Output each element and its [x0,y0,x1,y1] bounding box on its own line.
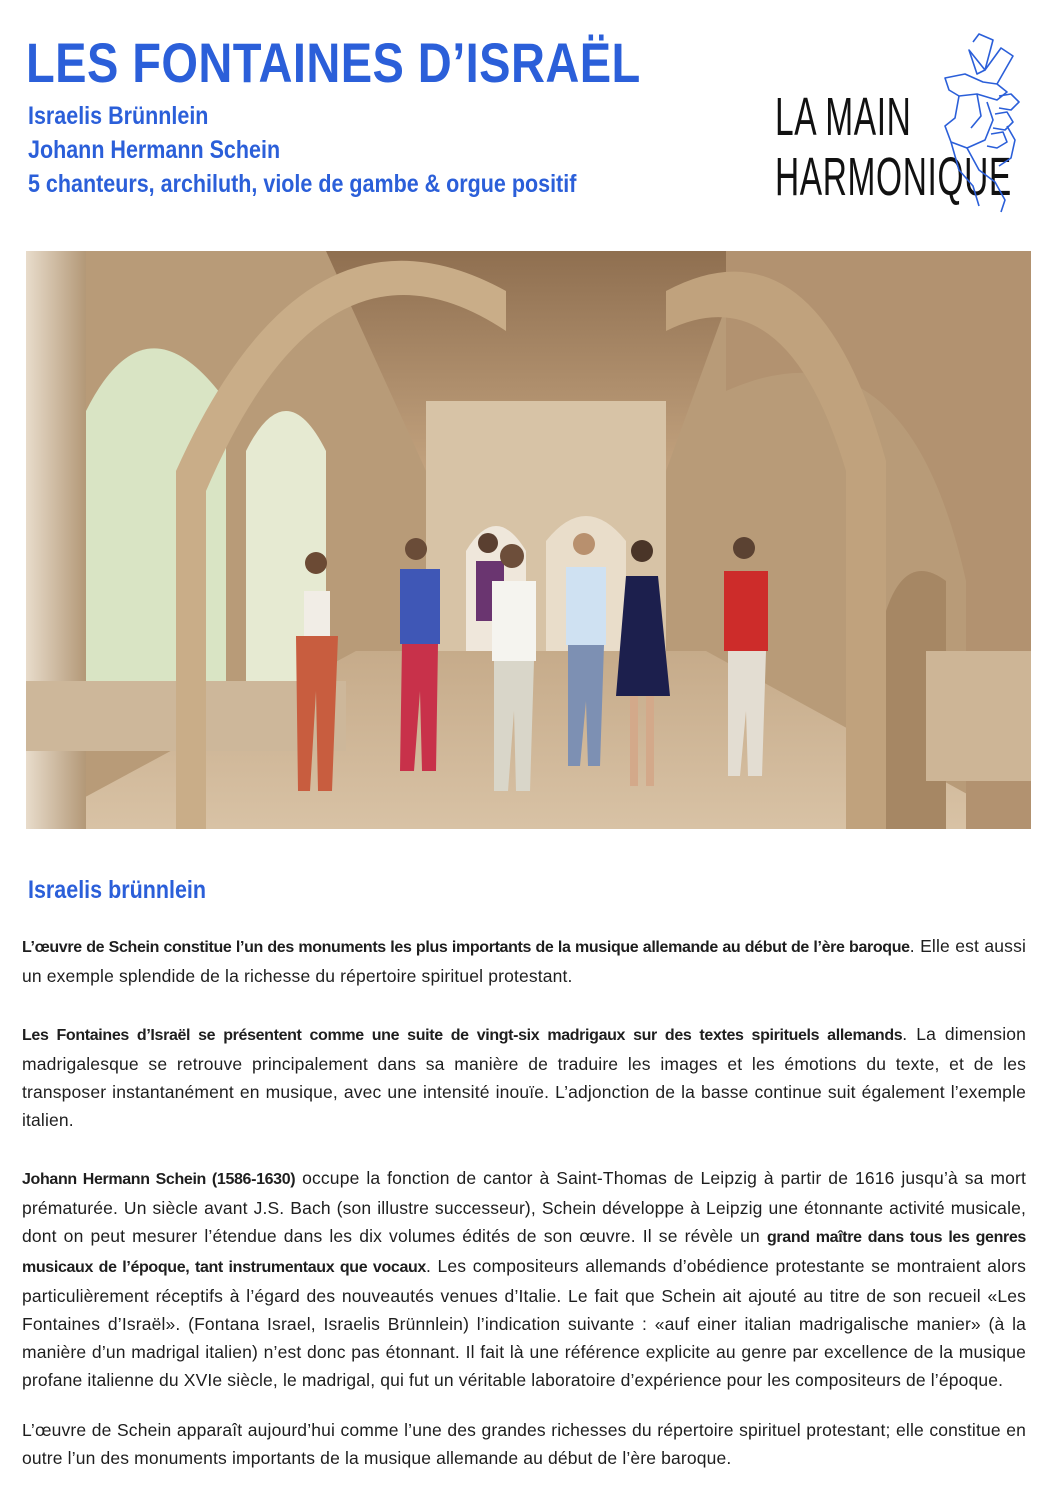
paragraph-intro-text: . Elle est aussi un exemple splendide de la richesse du répertoire spirituel protestant. [22,936,1027,986]
paragraph-biography-bold-genres: grand maître dans tous les genres musicaux de l’époque, tant instrumentaux que vocaux [22,1229,1026,1276]
paragraph-madrigals [22,1020,1026,1134]
logo-line1: LA MAIN [775,87,912,147]
photo-illustration [26,251,1031,829]
la-main-harmonique-logo [775,30,1035,220]
paragraph-conclusion [22,1416,1026,1472]
paragraph-biography-text2: . Les compositeurs allemands d’obédience protestante se montraient alors particulièrement réceptifs à l’égard des nouveautés venues d’Italie. Le fait que Schein ait ajouté au titre de son recueil «Les Fontaines d’Israël». (Fontana Israel, Israelis Brünnlein) l’indication suivante : «auf einer italian madrigalische manier» (à la manière d’un madrigal italien) n’est donc pas étonnant. Il fait là une référence explicite au genre par excellence de la musique profane italienne du XVIe siècle, le madrigal, qui fut un véritable laboratoire d’expérience pour les compositeurs de l’époque. [22,1256,1026,1390]
paragraph-biography-text1: occupe la fonction de cantor à Saint-Thomas de Leipzig à partir de 1616 jusqu’à sa mort prématurée. Un siècle avant J.S. Bach (son illustre successeur), Schein développe à Leipzig une étonnante activité musicale, dont on peut mesurer l’étendue dans les dix volumes édités de son œuvre. Il se révèle un [22,1168,1026,1246]
page-title: LES FONTAINES D’ISRAËL [26,31,641,94]
paragraph-madrigals-bold: Les Fontaines d’Israël se présentent comme une suite de vingt-six madrigaux sur des textes spirituels allemands [22,1027,903,1044]
paragraph-intro-bold: L’œuvre de Schein constitue l’un des monuments les plus importants de la musique allemande au début de l’ère baroque [22,939,910,956]
paragraph-intro [22,932,1026,990]
subtitle-composer: Johann Hermann Schein [28,136,281,164]
paragraph-biography-bold-name: Johann Hermann Schein (1586-1630) [22,1171,296,1188]
hand-gesture-icon [915,30,1035,215]
subtitle-instrumentation: 5 chanteurs, archiluth, viole de gambe & orgue positif [28,170,577,198]
paragraph-conclusion-text: L’œuvre de Schein apparaît aujourd’hui comme l’une des grandes richesses du répertoire spirituel protestant; elle constitue en outre l’un des monuments importants de la musique allemande au début de l’ère baroque. [22,1420,1026,1468]
paragraph-madrigals-text: . La dimension madrigalesque se retrouve principalement dans sa manière de traduire les images et les émotions du texte, et de les transposer instantanément en musique, avec une intensité inouïe. L’adjonction de la basse continue suit également l’exemple italien. [22,1024,1027,1130]
subtitle-work: Israelis Brünnlein [28,102,209,130]
section-heading: Israelis brünnlein [28,876,207,904]
ensemble-cloister-photo [26,251,1031,829]
logo-line2: HARMONIQUE [775,147,1012,207]
paragraph-biography [22,1164,1026,1394]
